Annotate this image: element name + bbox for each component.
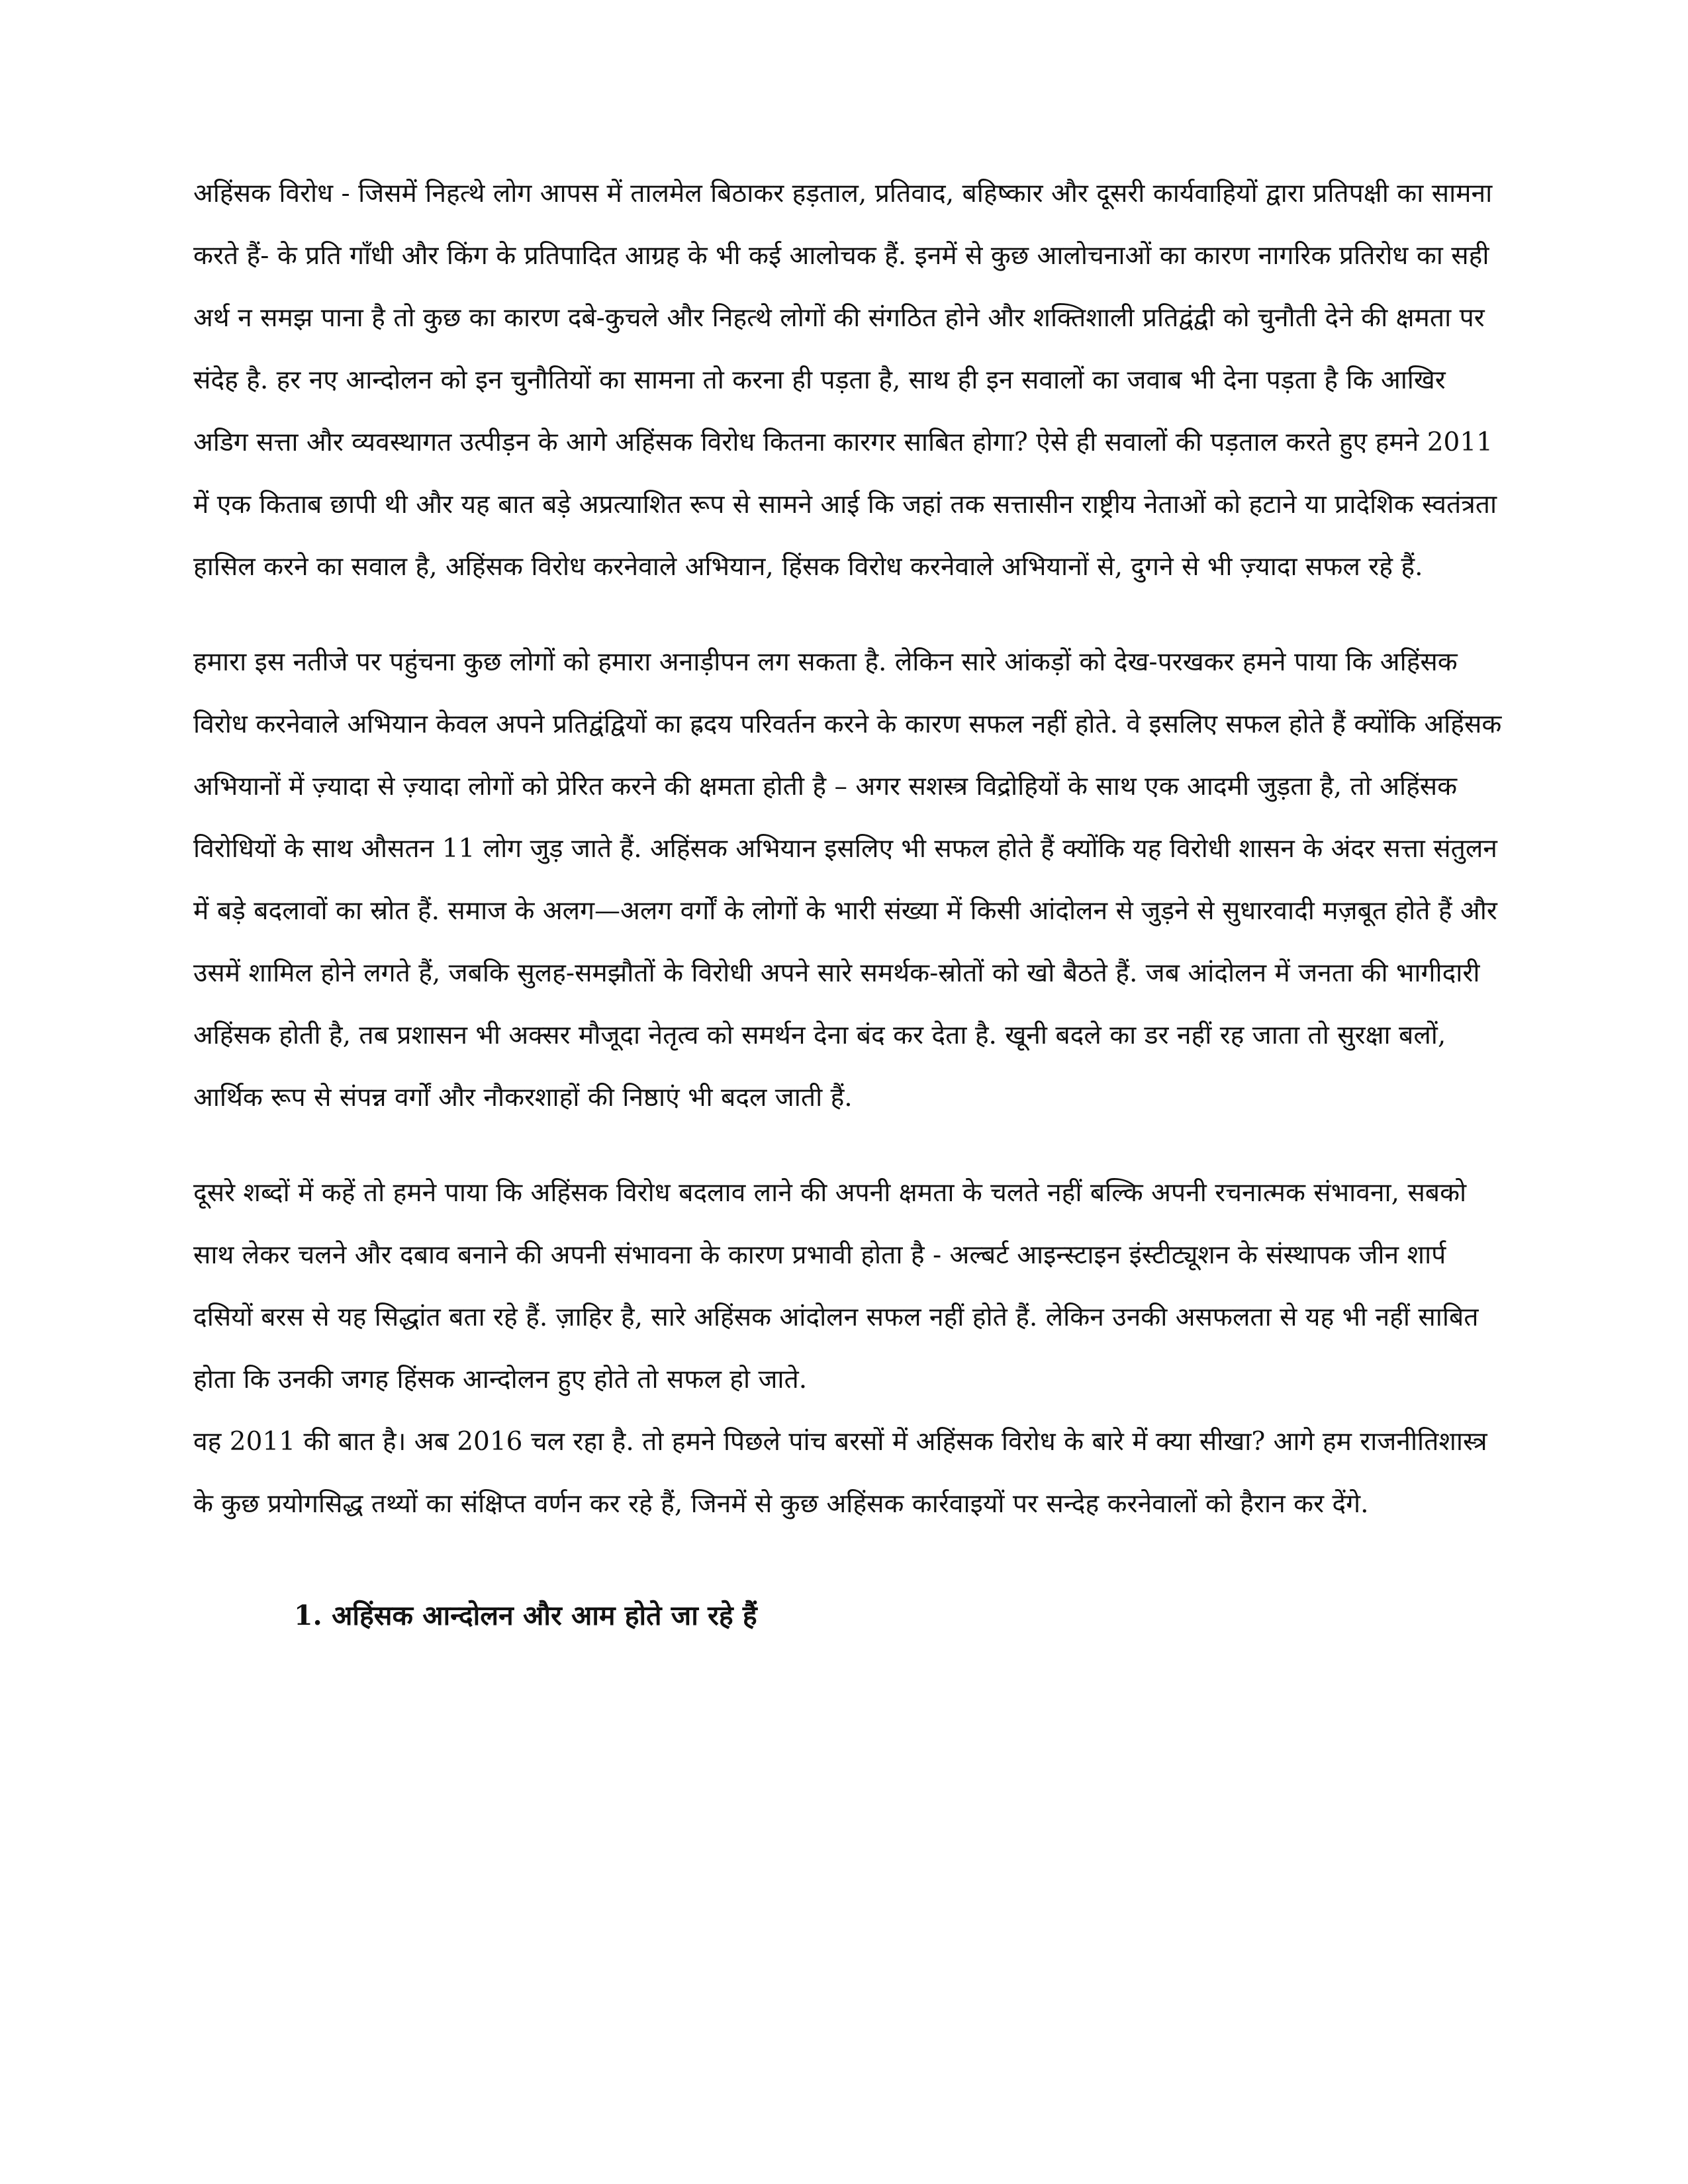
- paragraph-3: दूसरे शब्दों में कहें तो हमने पाया कि अहिंसक विरोध बदलाव लाने की अपनी क्षमता के चलते नहीं बल्कि अपनी रचनात्मक संभावना, सबको साथ लेकर चलने और दबाव बनाने की अपनी संभावना के कारण प्रभावी होता है - अल्बर्ट आइन्स्टाइन इंस्टीट्यूशन के संस्थापक जीन शार्प दसियों बरस से यह सिद्धांत बता रहे हैं. ज़ाहिर है, सारे अहिंसक आंदोलन सफल नहीं होते हैं. लेकिन उनकी असफलता से यह भी नहीं साबित होता कि उनकी जगह हिंसक आन्दोलन हुए होते तो सफल हो जाते.: [193, 1178, 1479, 1394]
- document-body: [193, 163, 1504, 1647]
- paragraph-2: हमारा इस नतीजे पर पहुंचना कुछ लोगों को हमारा अनाड़ीपन लग सकता है. लेकिन सारे आंकड़ों को देख-परखकर हमने पाया कि अहिंसक विरोध करनेवाले अभियान केवल अपने प्रतिद्वंद्वियों का ह्रदय परिवर्तन करने के कारण सफल नहीं होते. वे इसलिए सफल होते हैं क्योंकि अहिंसक अभियानों में ज़्यादा से ज़्यादा लोगों को प्रेरित करने की क्षमता होती है – अगर सशस्त्र विद्रोहियों के साथ एक आदमी जुड़ता है, तो अहिंसक विरोधियों के साथ औसतन 11 लोग जुड़ जाते हैं. अहिंसक अभियान इसलिए भी सफल होते हैं क्योंकि यह विरोधी शासन के अंदर सत्ता संतुलन में बड़े बदलावों का स्रोत हैं. समाज के अलग—अलग वर्गों के लोगों के भारी संख्या में किसी आंदोलन से जुड़ने से सुधारवादी मज़बूत होते हैं और उसमें शामिल होने लगते हैं, जबकि सुलह-समझौतों के विरोधी अपने सारे समर्थक-स्रोतों को खो बैठते हैं. जब आंदोलन में जनता की भागीदारी अहिंसक होती है, तब प्रशासन भी अक्सर मौजूदा नेतृत्व को समर्थन देना बंद कर देता है. खूनी बदले का डर नहीं रह जाता तो सुरक्षा बलों, आर्थिक रूप से संपन्न वर्गों और नौकरशाहों की निष्ठाएं भी बदल जाती हैं.: [193, 647, 1502, 1113]
- paragraph-1: अहिंसक विरोध - जिसमें निहत्थे लोग आपस में तालमेल बिठाकर हड़ताल, प्रतिवाद, बहिष्कार और दूसरी कार्यवाहियों द्वारा प्रतिपक्षी का सामना करते हैं- के प्रति गाँधी और किंग के प्रतिपादित आग्रह के भी कई आलोचक हैं. इनमें से कुछ आलोचनाओं का कारण नागरिक प्रतिरोध का सही अर्थ न समझ पाना है तो कुछ का कारण दबे-कुचले और निहत्थे लोगों की संगठित होने और शक्तिशाली प्रतिद्वंद्वी को चुनौती देने की क्षमता पर संदेह है. हर नए आन्दोलन को इन चुनौतियों का सामना तो करना ही पड़ता है, साथ ही इन सवालों का जवाब भी देना पड़ता है कि आखिर अडिग सत्ता और व्यवस्थागत उत्पीड़न के आगे अहिंसक विरोध कितना कारगर साबित होगा? ऐसे ही सवालों की पड़ताल करते हुए हमने 2011 में एक किताब छापी थी और यह बात बड़े अप्रत्याशित रूप से सामने आई कि जहां तक सत्तासीन राष्ट्रीय नेताओं को हटाने या प्रादेशिक स्वतंत्रता हासिल करने का सवाल है, अहिंसक विरोध करनेवाले अभियान, हिंसक विरोध करनेवाले अभियानों से, दुगने से भी ज़्यादा सफल रहे हैं.: [193, 179, 1497, 582]
- section-heading: 1. अहिंसक आन्दोलन और आम होते जा रहे हैं: [294, 1600, 757, 1631]
- paragraph-4: वह 2011 की बात है। अब 2016 चल रहा है. तो हमने पिछले पांच बरसों में अहिंसक विरोध के बारे में क्या सीखा? आगे हम राजनीतिशास्त्र के कुछ प्रयोगसिद्ध तथ्यों का संक्षिप्त वर्णन कर रहे हैं, जिनमें से कुछ अहिंसक कार्रवाइयों पर सन्देह करनेवालों को हैरान कर देंगे.: [193, 1427, 1487, 1519]
